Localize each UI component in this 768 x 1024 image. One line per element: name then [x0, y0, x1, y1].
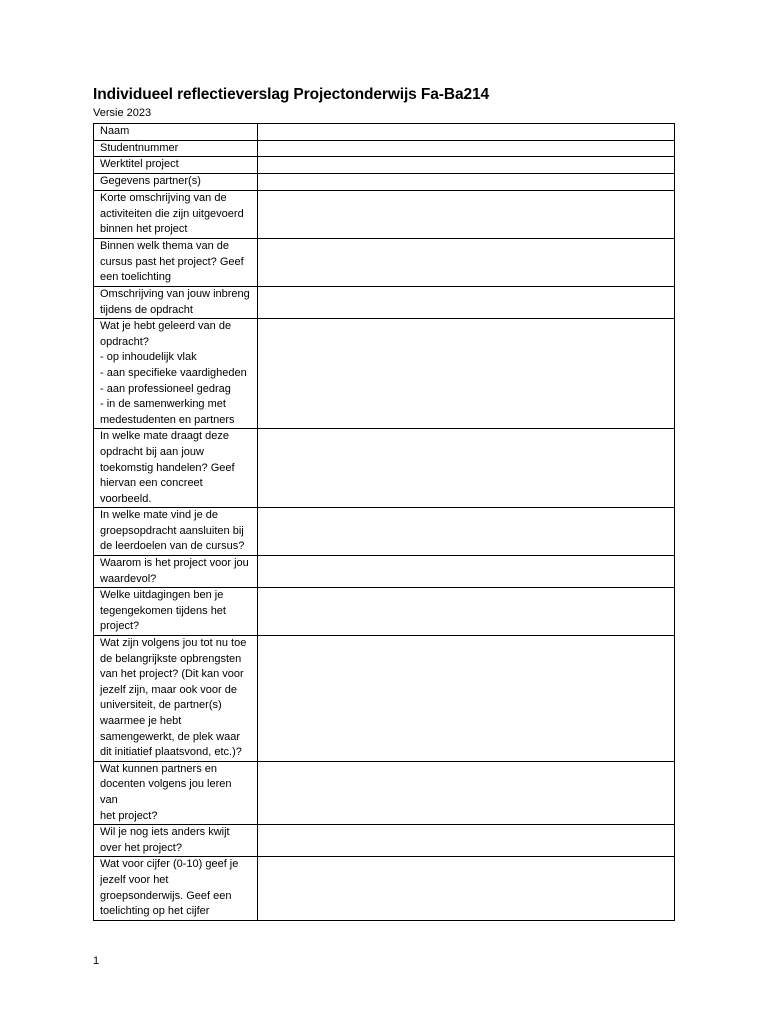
row-label-toekomstig-handelen: In welke mate draagt deze opdracht bij aan jouw toekomstig handelen? Geef hiervan een concreet voorbeeld. [94, 429, 258, 508]
answer-werktitel[interactable] [258, 157, 675, 174]
document-title: Individueel reflectieverslag Projectonderwijs Fa-Ba214 [93, 86, 490, 103]
answer-toekomstig-handelen[interactable] [258, 429, 675, 508]
table-row [94, 174, 675, 191]
row-label-werktitel: Werktitel project [94, 157, 258, 174]
table-row [94, 286, 675, 318]
table-row [94, 238, 675, 286]
row-label-partners: Gegevens partner(s) [94, 174, 258, 191]
table-row [94, 761, 675, 824]
answer-thema[interactable] [258, 238, 675, 286]
table-row [94, 140, 675, 157]
table-row [94, 157, 675, 174]
answer-leren-partners[interactable] [258, 761, 675, 824]
answer-cijfer[interactable] [258, 857, 675, 920]
row-label-naam: Naam [94, 124, 258, 141]
answer-waardevol[interactable] [258, 556, 675, 588]
row-label-waardevol: Waarom is het project voor jou waardevol? [94, 556, 258, 588]
row-label-overig: Wil je nog iets anders kwijt over het project? [94, 825, 258, 857]
table-row [94, 857, 675, 920]
answer-inbreng[interactable] [258, 286, 675, 318]
table-row [94, 588, 675, 636]
answer-opbrengsten[interactable] [258, 636, 675, 762]
answer-omschrijving-activiteiten[interactable] [258, 191, 675, 239]
answer-uitdagingen[interactable] [258, 588, 675, 636]
table-row [94, 191, 675, 239]
table-row [94, 556, 675, 588]
answer-studentnummer[interactable] [258, 140, 675, 157]
document-version: Versie 2023 [93, 107, 152, 119]
row-label-uitdagingen: Welke uitdagingen ben je tegengekomen tijdens het project? [94, 588, 258, 636]
table-row [94, 124, 675, 141]
row-label-leerdoelen: In welke mate vind je de groepsopdracht aansluiten bij de leerdoelen van de cursus? [94, 508, 258, 556]
row-label-inbreng: Omschrijving van jouw inbreng tijdens de opdracht [94, 286, 258, 318]
answer-naam[interactable] [258, 124, 675, 141]
answer-partners[interactable] [258, 174, 675, 191]
answer-overig[interactable] [258, 825, 675, 857]
answer-leerdoelen[interactable] [258, 508, 675, 556]
row-label-opbrengsten: Wat zijn volgens jou tot nu toe de belangrijkste opbrengsten van het project? (Dit kan voor jezelf zijn, maar ook voor de universiteit, de partner(s) waarmee je hebt samengewerkt, de plek waar dit initiatief plaatsvond, etc.)? [94, 636, 258, 762]
table-row [94, 636, 675, 762]
answer-geleerd[interactable] [258, 319, 675, 429]
row-label-leren-partners: Wat kunnen partners en docenten volgens jou leren van het project? [94, 761, 258, 824]
table-row [94, 429, 675, 508]
table-row [94, 319, 675, 429]
table-row [94, 508, 675, 556]
table-row [94, 825, 675, 857]
row-label-omschrijving-activiteiten: Korte omschrijving van de activiteiten die zijn uitgevoerd binnen het project [94, 191, 258, 239]
reflection-form-table [93, 123, 675, 921]
page-number: 1 [93, 955, 100, 967]
row-label-cijfer: Wat voor cijfer (0-10) geef je jezelf voor het groepsonderwijs. Geef een toelichting op het cijfer [94, 857, 258, 920]
row-label-geleerd: Wat je hebt geleerd van de opdracht? - op inhoudelijk vlak - aan specifieke vaardigheden - aan professioneel gedrag - in de samenwerking met medestudenten en partners [94, 319, 258, 429]
row-label-thema: Binnen welk thema van de cursus past het project? Geef een toelichting [94, 238, 258, 286]
row-label-studentnummer: Studentnummer [94, 140, 258, 157]
